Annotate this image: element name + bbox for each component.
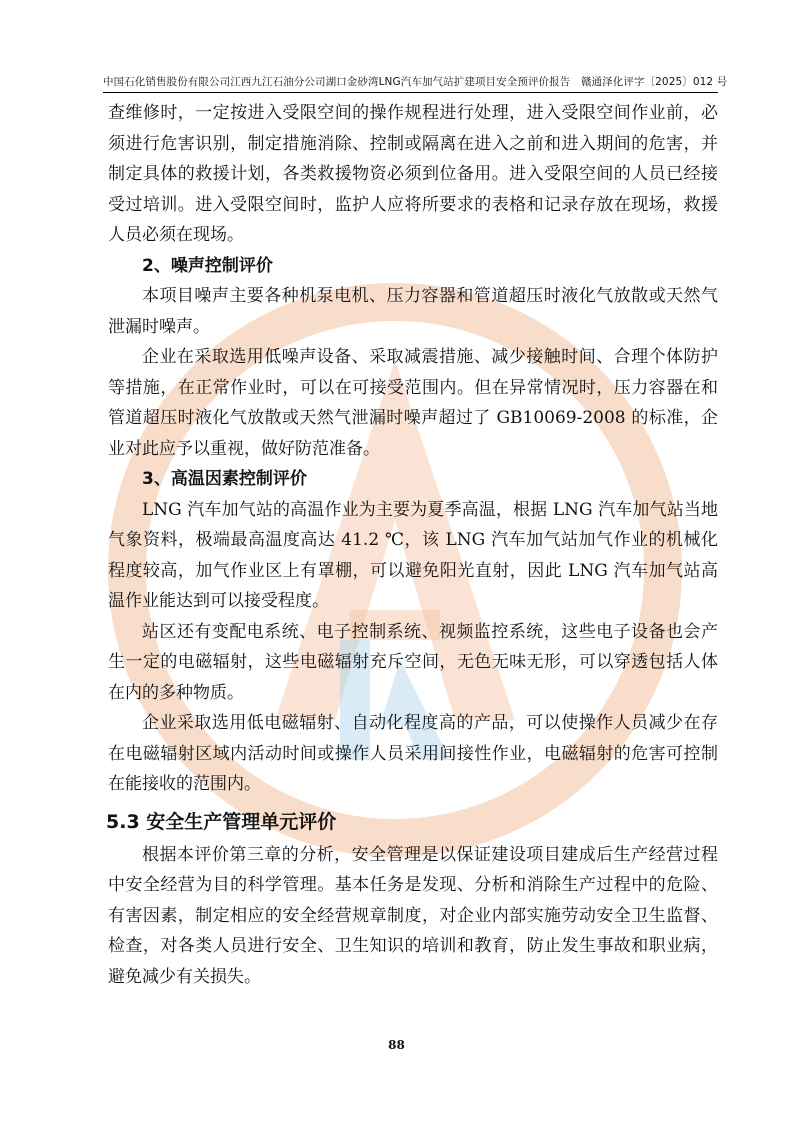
section-heading-noise: 2、噪声控制评价 <box>142 255 273 276</box>
paragraph: 本项目噪声主要各种机泵电机、压力容器和管道超压时液化气放散或天然气泄漏时噪声。 <box>108 286 718 337</box>
paragraph: 企业采取选用低电磁辐射、自动化程度高的产品，可以使操作人员减少在存在电磁辐射区域内活动时间或操作人员采用间接性作业，电磁辐射的危害可控制在能接收的范围内。 <box>108 713 718 794</box>
running-header: 中国石化销售股份有限公司江西九江石油分公司湖口金砂湾LNG汽车加气站扩建项目安全预评价报告 赣通泽化评字〔2025〕012 号 <box>103 76 728 88</box>
paragraph: 站区还有变配电系统、电子控制系统、视频监控系统，这些电子设备也会产生一定的电磁辐射，这些电磁辐射充斥空间，无色无味无形，可以穿透包括人体在内的多种物质。 <box>108 621 718 703</box>
paragraph: LNG 汽车加气站的高温作业为主要为夏季高温，根据 LNG 汽车加气站当地气象资料，极端最高温度高达 41.2 ℃，该 LNG 汽车加气站加气作业的机械化程度较高，加气作业区上有罩棚，可以避免阳光直射，因此 LNG 汽车加气站高温作业能达到可以接受程度。 <box>108 499 718 611</box>
section-heading-heat: 3、高温因素控制评价 <box>142 469 307 489</box>
page-number: 88 <box>388 1038 405 1052</box>
header-rule <box>103 92 718 93</box>
paragraph: 根据本评价第三章的分析，安全管理是以保证建设项目建成后生产经营过程中安全经营为目的科学管理。基本任务是发现、分析和消除生产过程中的危险、有害因素，制定相应的安全经营规章制度，对企业内部实施劳动安全卫生监督、检查，对各类人员进行安全、卫生知识的培训和教育，防止发生事故和职业病，避免减少有关损失。 <box>108 844 718 987</box>
paragraph: 查维修时，一定按进入受限空间的操作规程进行处理，进入受限空间作业前，必须进行危害识别，制定措施消除、控制或隔离在进入之前和进入期间的危害，并制定具体的救援计划，各类救援物资必须到位备用。进入受限空间的人员已经接受过培训。进入受限空间时，监护人应将所要求的表格和记录存放在现场，救援人员必须在现场。 <box>108 103 718 245</box>
main-content <box>108 98 718 992</box>
section-heading-5-3: 5.3 安全生产管理单元评价 <box>106 810 337 833</box>
paragraph: 企业在采取选用低噪声设备、采取减震措施、减少接触时间、合理个体防护等措施，在正常作业时，可以在可接受范围内。但在异常情况时，压力容器在和管道超压时液化气放散或天然气泄漏时噪声超过了 GB10069-2008 的标准，企业对此应予以重视，做好防范准备。 <box>108 347 718 459</box>
